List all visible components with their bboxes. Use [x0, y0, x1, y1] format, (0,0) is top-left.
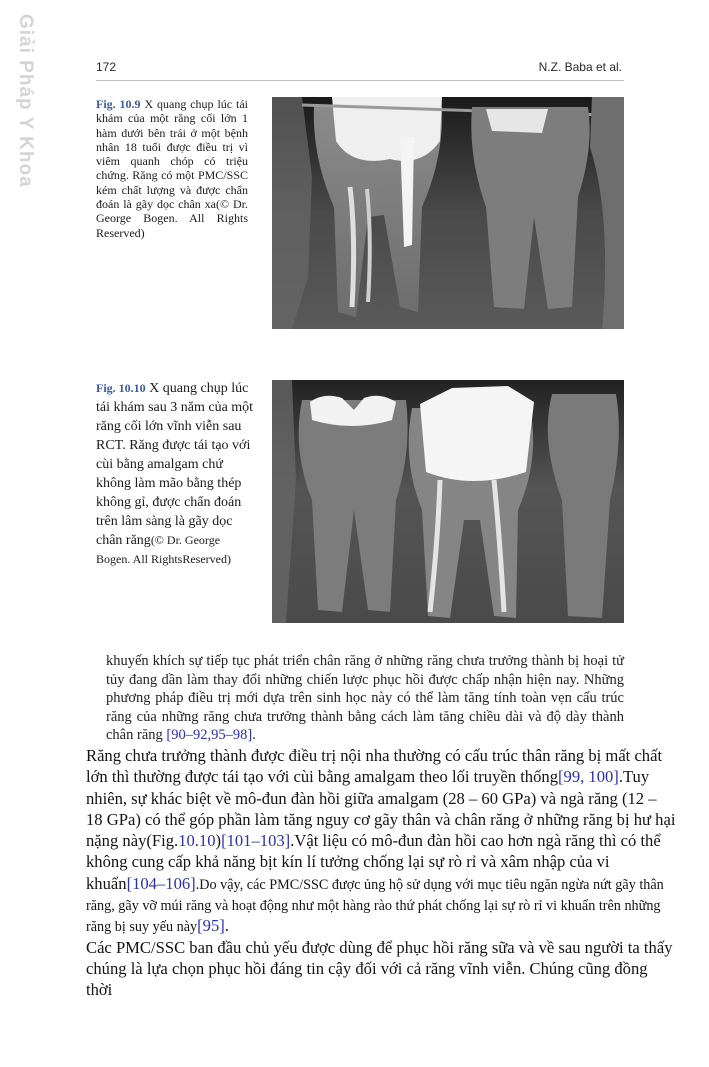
- caption-text: X quang chụp lúc tái khám sau 3 năm của một răng cối lớn vĩnh viễn sau RCT. Răng được tái tạo với cùi bằng amalgam chứ không làm mão bằng thép không gỉ, được chẩn đoán trên lâm sàng là gãy dọc chân răng: [96, 381, 254, 548]
- citation-link[interactable]: [101–103]: [221, 831, 291, 851]
- figure-image-10-10: [272, 380, 624, 623]
- citation-link[interactable]: [95]: [197, 916, 225, 936]
- paragraph-block: Các PMC/SSC ban đầu chủ yếu được dùng để phục hồi răng sữa và về sau người ta thấy chúng là lựa chọn phục hồi đáng tin cậy đối với cả răng vĩnh viễn. Chúng cũng đồng thời: [86, 937, 673, 1000]
- paragraph-text: Răng chưa trưởng thành được điều trị nội nha thường có cấu trúc thân răng bị mất chất lớn thì thường được tái tạo với cùi bằng amalgam theo lối truyền thống: [86, 746, 663, 787]
- body-paragraph-1: [106, 652, 624, 745]
- figure-caption-10-9: [96, 97, 248, 240]
- figure-caption-10-10: [96, 379, 254, 569]
- paragraph-block: [86, 915, 676, 936]
- paragraph-text: .: [252, 727, 256, 743]
- page-number: 172: [96, 60, 117, 74]
- paragraph-text: răng bị suy yếu này: [86, 919, 198, 936]
- paragraph-text: .: [224, 916, 229, 936]
- citation-link[interactable]: [90–92,95–98]: [166, 727, 253, 743]
- body-paragraph-2: [86, 745, 676, 1001]
- caption-text: X quang chụp lúc tái khám của một răng cối lớn 1 hàm dưới bên trái ở một bệnh nhân 18 tuổi được điều trị vì viêm quanh chóp có triệu chứng. Răng có một PMC/SSC kém chất lượng và được chẩn đoán là gãy dọc chân xa(© Dr. George Bogen. All Rights Reserved): [96, 97, 248, 240]
- citation-link[interactable]: [104–106]: [126, 873, 196, 893]
- figure-label: Fig. 10.10: [96, 381, 146, 395]
- figure-link[interactable]: 10.10: [178, 831, 216, 851]
- paragraph-block: [86, 745, 676, 915]
- paragraph-text: .Tuy nhiên, sự khác biệt về mô-đun đàn hồi giữa amalgam (28 – 60 GPa) và ngà răng (12 – 18 GPa) có thể góp phần làm tăng nguy cơ gãy thân và chân răng ở những răng bị hư hại nặng này(Fig.: [86, 767, 676, 851]
- figure-label: Fig. 10.9: [96, 97, 141, 111]
- caption-credit: (© Dr. George Bogen. All RightsReserved): [96, 533, 231, 566]
- paragraph-text: khuyến khích sự tiếp tục phát triển chân răng ở những răng chưa trưởng thành bị hoại tử tủy đang dần làm thay đổi những chiến lược phục hồi được chấp nhận hiện nay. Những phương pháp điều trị mới dựa trên sinh học này có thể làm tăng tính toàn vẹn cấu trúc răng của những răng chưa trưởng thành bằng cách làm tăng chiều dài và độ dày thành chân răng: [106, 653, 624, 743]
- citation-link[interactable]: [99, 100]: [558, 767, 619, 787]
- paragraph-text: .Vật liệu có mô-đun đàn hồi cao hơn ngà răng thì có thể không cung cấp khả năng bịt kín lí tưởng chống lại sự rò rỉ và xâm nhập của vi khuẩn: [86, 831, 661, 893]
- running-authors: N.Z. Baba et al.: [538, 60, 622, 74]
- paragraph-text: ): [215, 831, 222, 851]
- page-header: [96, 60, 624, 81]
- figure-image-10-9: [272, 97, 624, 329]
- watermark: Giải Pháp Y Khoa: [15, 14, 36, 188]
- paragraph-text: .Do vậy, các PMC/SSC được ủng hộ sử dụng với mục tiêu ngăn ngừa nứt gãy thân răng, gãy vỡ múi răng và hoạt động như một hàng rào thứ phát chống lại sự rò rỉ vi khuẩn trên những: [86, 876, 664, 915]
